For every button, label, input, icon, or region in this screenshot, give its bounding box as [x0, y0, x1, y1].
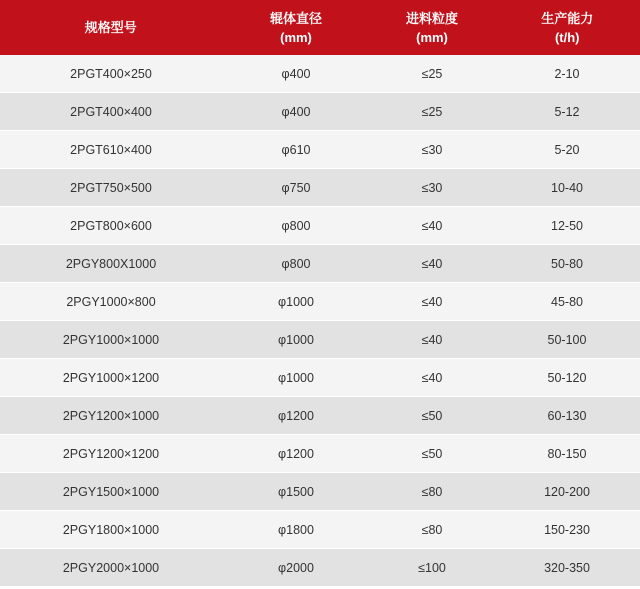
cell-roller-diameter: φ750	[222, 169, 370, 207]
cell-roller-diameter: φ1000	[222, 359, 370, 397]
cell-model: 2PGY1000×1000	[0, 321, 222, 359]
cell-roller-diameter: φ1200	[222, 397, 370, 435]
table-row	[0, 549, 640, 587]
table-row	[0, 435, 640, 473]
cell-capacity: 2-10	[494, 55, 640, 93]
cell-feed-size: ≤40	[370, 321, 494, 359]
cell-roller-diameter: φ610	[222, 131, 370, 169]
table-row	[0, 169, 640, 207]
column-header-capacity-unit: (t/h)	[554, 29, 580, 45]
table-row	[0, 131, 640, 169]
cell-feed-size: ≤40	[370, 207, 494, 245]
cell-capacity: 50-120	[494, 359, 640, 397]
table-row	[0, 511, 640, 549]
cell-model: 2PGT400×250	[0, 55, 222, 93]
table-row	[0, 245, 640, 283]
table-row	[0, 397, 640, 435]
cell-model: 2PGY2000×1000	[0, 549, 222, 587]
cell-roller-diameter: φ1200	[222, 435, 370, 473]
cell-capacity: 5-12	[494, 93, 640, 131]
cell-model: 2PGT610×400	[0, 131, 222, 169]
cell-roller-diameter: φ1800	[222, 511, 370, 549]
cell-roller-diameter: φ400	[222, 93, 370, 131]
column-header-roller-diameter-title: 辊体直径	[269, 10, 322, 26]
table-row	[0, 359, 640, 397]
cell-feed-size: ≤30	[370, 169, 494, 207]
cell-model: 2PGT750×500	[0, 169, 222, 207]
cell-capacity: 12-50	[494, 207, 640, 245]
cell-feed-size: ≤40	[370, 359, 494, 397]
cell-model: 2PGY800X1000	[0, 245, 222, 283]
table-row	[0, 55, 640, 93]
cell-model: 2PGY1000×1200	[0, 359, 222, 397]
cell-roller-diameter: φ400	[222, 55, 370, 93]
cell-roller-diameter: φ1000	[222, 321, 370, 359]
cell-feed-size: ≤80	[370, 511, 494, 549]
cell-capacity: 10-40	[494, 169, 640, 207]
table-body	[0, 55, 640, 586]
column-header-feed-size	[370, 0, 494, 55]
cell-model: 2PGY1000×800	[0, 283, 222, 321]
cell-capacity: 320-350	[494, 549, 640, 587]
cell-capacity: 50-80	[494, 245, 640, 283]
cell-model: 2PGY1500×1000	[0, 473, 222, 511]
column-header-feed-size-title: 进料粒度	[405, 10, 458, 26]
cell-feed-size: ≤30	[370, 131, 494, 169]
table-row	[0, 93, 640, 131]
cell-feed-size: ≤40	[370, 245, 494, 283]
column-header-roller-diameter	[222, 0, 370, 55]
table-header	[0, 0, 640, 55]
cell-model: 2PGY1200×1000	[0, 397, 222, 435]
column-header-capacity	[494, 0, 640, 55]
cell-roller-diameter: φ800	[222, 245, 370, 283]
cell-capacity: 150-230	[494, 511, 640, 549]
column-header-feed-size-unit: (mm)	[416, 29, 448, 45]
cell-capacity: 60-130	[494, 397, 640, 435]
cell-capacity: 5-20	[494, 131, 640, 169]
cell-roller-diameter: φ1500	[222, 473, 370, 511]
cell-roller-diameter: φ800	[222, 207, 370, 245]
column-header-roller-diameter-unit: (mm)	[280, 29, 312, 45]
cell-model: 2PGY1200×1200	[0, 435, 222, 473]
cell-roller-diameter: φ1000	[222, 283, 370, 321]
cell-feed-size: ≤100	[370, 549, 494, 587]
table-row	[0, 473, 640, 511]
table-row	[0, 283, 640, 321]
column-header-model-title: 规格型号	[84, 20, 137, 35]
cell-feed-size: ≤50	[370, 435, 494, 473]
cell-model: 2PGT800×600	[0, 207, 222, 245]
cell-feed-size: ≤25	[370, 93, 494, 131]
table-row	[0, 321, 640, 359]
column-header-model	[0, 0, 222, 55]
cell-feed-size: ≤40	[370, 283, 494, 321]
cell-feed-size: ≤25	[370, 55, 494, 93]
cell-feed-size: ≤50	[370, 397, 494, 435]
table-row	[0, 207, 640, 245]
cell-feed-size: ≤80	[370, 473, 494, 511]
cell-model: 2PGT400×400	[0, 93, 222, 131]
cell-capacity: 50-100	[494, 321, 640, 359]
cell-capacity: 80-150	[494, 435, 640, 473]
column-header-capacity-title: 生产能力	[541, 10, 594, 26]
table-header-row	[0, 0, 640, 55]
cell-capacity: 45-80	[494, 283, 640, 321]
cell-capacity: 120-200	[494, 473, 640, 511]
cell-model: 2PGY1800×1000	[0, 511, 222, 549]
cell-roller-diameter: φ2000	[222, 549, 370, 587]
